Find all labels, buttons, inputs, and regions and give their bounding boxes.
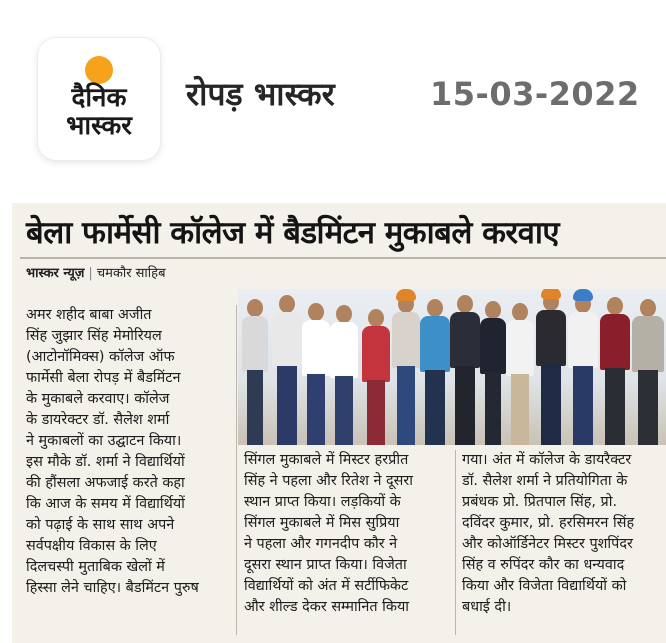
edition-date: 15-03-2022 [430,75,640,113]
edition-title: रोपड़ भास्कर [186,75,335,113]
dainik-bhaskar-logo[interactable] [38,38,160,160]
article-line: हिस्सा लेने चाहिए। बैडमिंटन पुरुष [26,580,199,596]
article-line: दिलचस्पी मुताबिक खेलों में [26,559,165,575]
person-torso [392,312,420,368]
article-line: सिंगल मुकाबले में मिस्टर हरप्रीत [244,452,409,468]
article-line: ने पहला और गगनदीप कौर ने [244,536,398,552]
article-line: को पढ़ाई के साथ साथ अपने [26,517,175,533]
article-column-1 [26,305,230,635]
person-legs [511,374,529,445]
person-legs [247,370,264,445]
photo-person [330,305,358,445]
person-turban [396,289,416,301]
screenshot-header [0,0,666,190]
person-torso [330,322,358,378]
article-line: गया। अंत में कॉलेज के डायरैक्टर [462,452,632,468]
article-line: दूसरा स्थान प्राप्त किया। विजेता [244,557,407,573]
person-legs [425,370,444,445]
person-legs [307,374,325,445]
article-line: ने मुकाबलों का उद्घाटन किया। [26,433,182,449]
person-legs [397,366,415,445]
article-line: फार्मेसी बेला रोपड़ में बैडमिंटन [26,370,181,386]
photo-person [632,299,664,445]
event-group-photo [238,289,666,445]
article-line: सिंगल मुकाबले में मिस सुप्रिया [244,515,400,531]
person-legs [335,376,353,445]
byline-place: चमकौर साहिब [96,266,166,281]
photo-person [242,299,268,445]
person-legs [455,366,474,445]
article-line: सर्वपक्षीय विकास के लिए [26,538,157,554]
article-line: किया और विजेता विद्यार्थियों को [462,578,627,594]
person-turban [541,289,561,299]
person-head [279,295,295,313]
newspaper-clipping [12,203,666,643]
person-head [368,309,384,327]
photo-person [420,299,450,445]
article-line: कि आज के समय में विद्यार्थियों [26,496,185,512]
byline-separator: | [88,266,93,281]
person-torso [632,316,664,372]
article-line: प्रबंधक प्रो. प्रितपाल सिंह, प्रो. [462,494,618,510]
article-column-3 [462,450,658,635]
byline-source: भास्कर न्यूज़ [26,266,85,281]
article-line: दविंदर कुमार, प्रो. हरसिमरन सिंह [462,515,635,531]
sun-icon [85,56,113,84]
person-torso [600,314,630,370]
person-torso [362,326,390,382]
article-line: (आटोनॉमिक्स) कॉलेज ऑफ [26,349,175,365]
person-torso [272,312,302,368]
person-head [247,299,263,317]
photo-person [506,303,534,445]
photo-person [392,295,420,445]
column-divider [236,305,237,635]
person-head [607,297,623,315]
article-column-2 [244,450,448,635]
article-line: सिंह व रुपिंदर कौर का धन्यवाद [462,557,625,573]
article-line: सिंह जुझार सिंह मेमोरियल [26,328,162,344]
person-head [512,303,528,321]
article-line: डॉ. सैलेश शर्मा ने प्रतियोगिता के [462,473,628,489]
photo-person [600,297,630,445]
person-head [336,305,352,323]
person-legs [277,366,296,445]
headline-divider [20,257,666,259]
person-torso [420,316,450,372]
logo-text-dainik: दैनिक [71,83,127,113]
article-line: के डायरेक्टर डॉ. सैलेश शर्मा [26,412,170,428]
article-line: की हौंसला अफजाई करते कहा [26,475,185,491]
article-line: और कोऑर्डिनेटर मिस्टर पुशपिंदर [462,536,633,552]
photo-person [362,309,390,445]
person-legs [485,372,502,445]
photo-person [302,303,330,445]
person-torso [506,320,534,376]
person-torso [450,312,480,368]
person-legs [541,364,560,445]
person-legs [605,368,624,445]
photo-person [450,295,480,445]
person-head [485,301,501,319]
person-torso [568,312,598,368]
article-line: स्थान प्राप्त किया। लड़कियों के [244,494,401,510]
person-legs [367,380,385,445]
person-torso [480,318,506,374]
article-headline: बेला फार्मेसी कॉलेज में बैडमिंटन मुकाबले करवाए [26,215,560,251]
article-line: विद्यार्थियों को अंत में सर्टीफिकेट [244,578,409,594]
article-line: के मुकाबले करवाए। कॉलेज [26,391,170,407]
photo-person [272,295,302,445]
person-legs [573,366,592,445]
article-line: अमर शहीद बाबा अजीत [26,307,152,323]
logo-text-bhaskar: भास्कर [66,111,132,141]
photo-person [480,301,506,445]
column-divider [455,450,456,635]
article-line: इस मौके डॉ. शर्मा ने विद्यार्थियों [26,454,185,470]
person-head [640,299,656,317]
person-torso [242,316,268,372]
person-turban [573,289,593,301]
photo-person [568,295,598,445]
article-byline [26,265,166,283]
person-head [457,295,473,313]
person-head [308,303,324,321]
person-torso [536,310,566,366]
article-line: बधाई दी। [462,599,512,615]
article-line: और शील्ड देकर सम्मानित किया [244,599,410,615]
article-line: सिंह ने पहला और रितेश ने दूसरा [244,473,414,489]
person-torso [302,320,330,376]
person-head [427,299,443,317]
photo-person [536,293,566,445]
person-legs [638,370,658,445]
